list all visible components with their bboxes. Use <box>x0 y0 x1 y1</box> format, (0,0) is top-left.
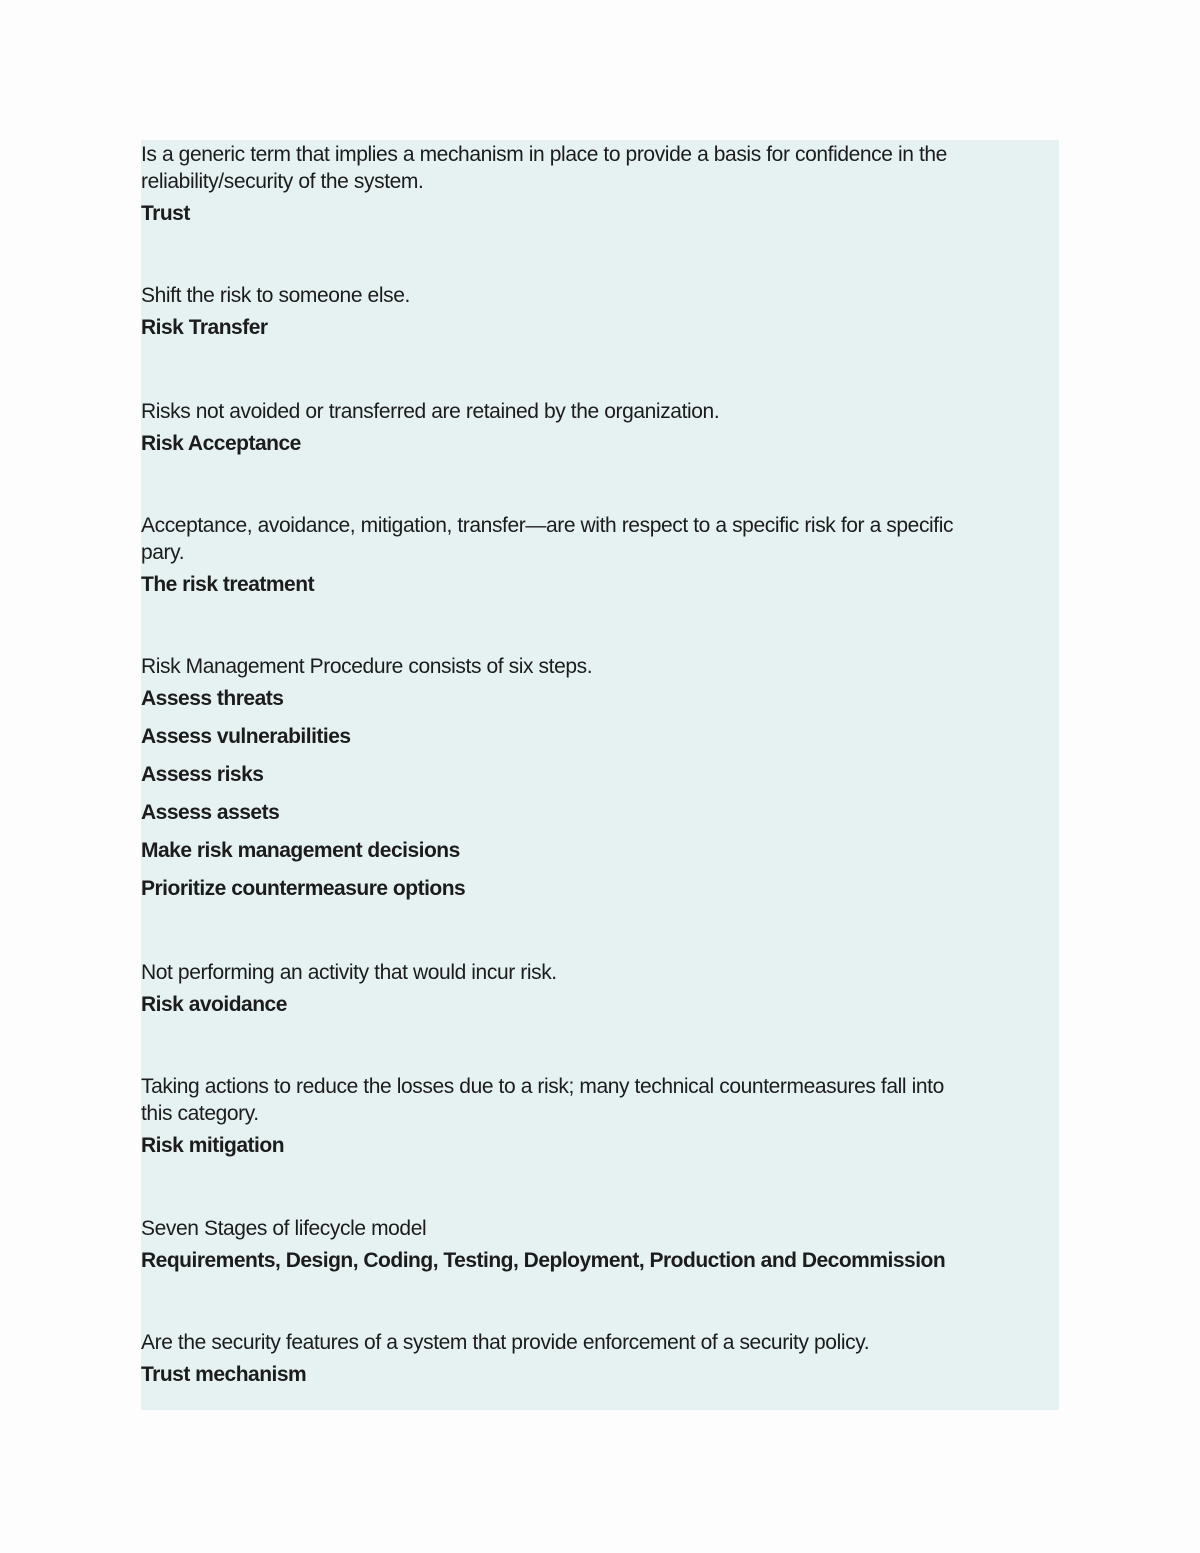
answer: Trust mechanism <box>141 1363 307 1386</box>
question <box>141 959 1059 986</box>
answer: Requirements, Design, Coding, Testing, Deployment, Production and Decommission <box>141 1249 946 1272</box>
question <box>141 282 1059 309</box>
flashcard-7 <box>141 1073 1059 1165</box>
answer: Assess threats <box>141 687 284 710</box>
answer: The risk treatment <box>141 573 315 596</box>
question-line: Seven Stages of lifecycle model <box>141 1217 427 1240</box>
question <box>141 1329 1059 1356</box>
flashcard-2 <box>141 282 1059 347</box>
flashcard-3 <box>141 398 1059 463</box>
question <box>141 1073 1059 1127</box>
answer: Risk Acceptance <box>141 432 301 455</box>
question-line: Taking actions to reduce the losses due to a risk; many technical countermeasures fall into <box>141 1075 944 1098</box>
answer: Assess risks <box>141 763 264 786</box>
flashcard-9 <box>141 1329 1059 1394</box>
flashcard-5 <box>141 653 1059 908</box>
flashcard-8 <box>141 1215 1059 1280</box>
question-line: Risks not avoided or transferred are retained by the organization. <box>141 400 720 423</box>
question-line: Risk Management Procedure consists of six steps. <box>141 655 593 678</box>
answer: Trust <box>141 202 190 225</box>
question-line: pary. <box>141 541 185 564</box>
answer: Make risk management decisions <box>141 839 460 862</box>
question-line: Not performing an activity that would incur risk. <box>141 961 557 984</box>
question-line: Is a generic term that implies a mechanism in place to provide a basis for confidence in the <box>141 143 947 166</box>
question <box>141 512 1059 566</box>
answer: Assess vulnerabilities <box>141 725 351 748</box>
question-line: Shift the risk to someone else. <box>141 284 410 307</box>
answer: Risk avoidance <box>141 993 287 1016</box>
flashcard-1 <box>141 141 1059 233</box>
answer: Risk mitigation <box>141 1134 285 1157</box>
answer: Assess assets <box>141 801 280 824</box>
question <box>141 398 1059 425</box>
question-line: Are the security features of a system that provide enforcement of a security policy. <box>141 1331 870 1354</box>
answer: Risk Transfer <box>141 316 268 339</box>
question-line: this category. <box>141 1102 259 1125</box>
question-line: reliability/security of the system. <box>141 170 424 193</box>
question <box>141 1215 1059 1242</box>
answer: Prioritize countermeasure options <box>141 877 466 900</box>
flashcard-4 <box>141 512 1059 604</box>
question <box>141 653 1059 680</box>
question <box>141 141 1059 195</box>
question-line: Acceptance, avoidance, mitigation, transfer—are with respect to a specific risk for a specific <box>141 514 954 537</box>
flashcard-6 <box>141 959 1059 1024</box>
